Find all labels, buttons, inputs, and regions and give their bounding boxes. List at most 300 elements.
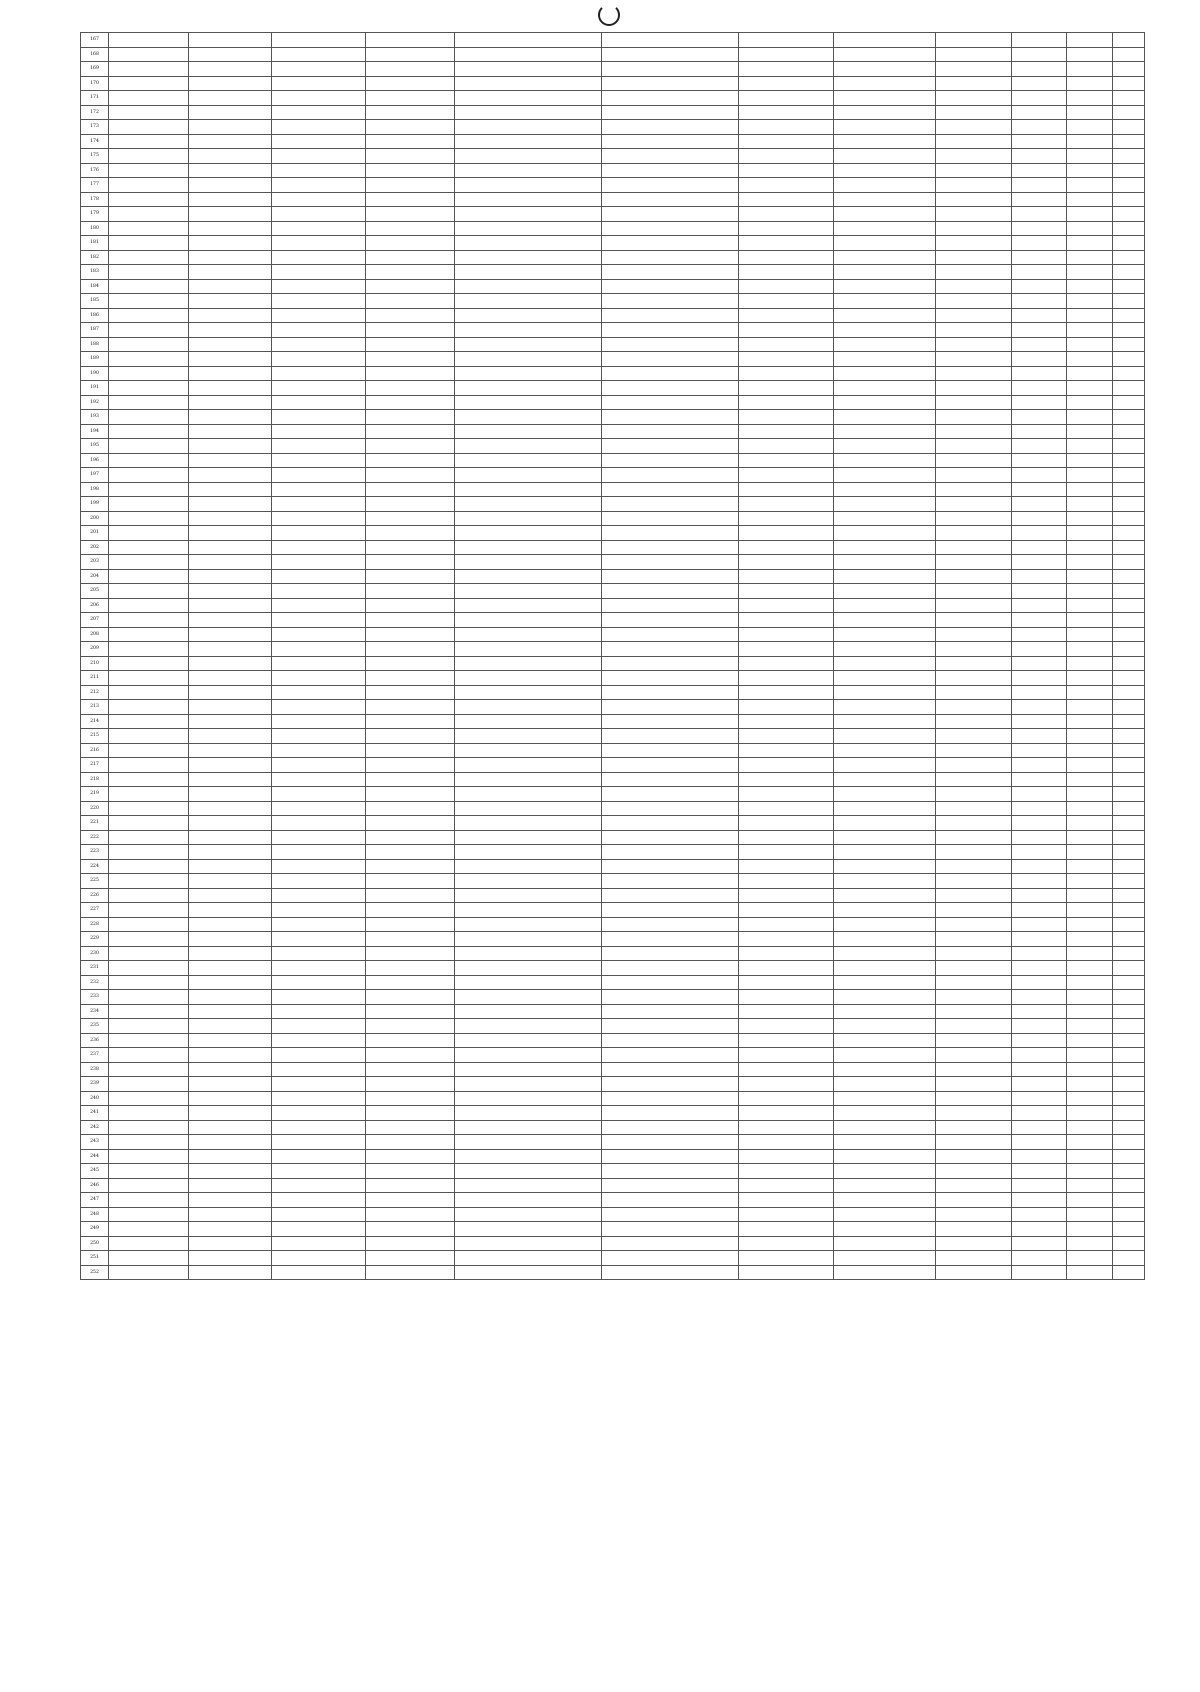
cell-municipality — [109, 221, 189, 236]
cell-work-type — [366, 729, 455, 744]
cell-work-type — [366, 714, 455, 729]
cell-number: 218 — [81, 772, 109, 787]
cell-partnership — [272, 830, 366, 845]
cell-partnership — [272, 221, 366, 236]
cell-operator — [455, 772, 602, 787]
cell-settlement — [189, 468, 272, 483]
cell-operator — [455, 105, 602, 120]
cell-count-b — [1012, 62, 1067, 77]
cell-settlement — [189, 482, 272, 497]
table-row — [81, 62, 1145, 77]
cell-operator — [455, 1222, 602, 1237]
table-row — [81, 685, 1145, 700]
cell-municipality — [109, 569, 189, 584]
cell-cadastral-number — [602, 743, 739, 758]
cell-month — [1067, 76, 1113, 91]
cell-count-b — [1012, 134, 1067, 149]
cell-number: 219 — [81, 787, 109, 802]
cell-count-a — [936, 874, 1012, 889]
cell-municipality — [109, 149, 189, 164]
cell-month — [1067, 62, 1113, 77]
table-row — [81, 178, 1145, 193]
cell-settlement — [189, 424, 272, 439]
cell-cadastral-number — [602, 874, 739, 889]
cell-year — [1113, 772, 1145, 787]
cell-operator — [455, 294, 602, 309]
cell-cadastral-number — [602, 323, 739, 338]
cell-number: 205 — [81, 584, 109, 599]
cell-count-a — [936, 47, 1012, 62]
cell-count-b — [1012, 874, 1067, 889]
cell-number: 211 — [81, 671, 109, 686]
cell-address-extra — [834, 453, 936, 468]
cell-settlement — [189, 1265, 272, 1280]
cell-address-extra — [834, 917, 936, 932]
cell-municipality — [109, 294, 189, 309]
cell-address — [739, 1062, 834, 1077]
cell-month — [1067, 468, 1113, 483]
cell-partnership — [272, 33, 366, 48]
cell-month — [1067, 439, 1113, 454]
cell-address-extra — [834, 236, 936, 251]
cell-municipality — [109, 990, 189, 1005]
cell-operator — [455, 120, 602, 135]
cell-year — [1113, 555, 1145, 570]
cell-address — [739, 134, 834, 149]
cell-cadastral-number — [602, 569, 739, 584]
cell-cadastral-number — [602, 932, 739, 947]
table-row — [81, 308, 1145, 323]
cell-settlement — [189, 120, 272, 135]
cell-month — [1067, 700, 1113, 715]
cell-count-b — [1012, 468, 1067, 483]
cell-address — [739, 1222, 834, 1237]
cell-count-a — [936, 961, 1012, 976]
cell-number: 185 — [81, 294, 109, 309]
cell-work-type — [366, 1033, 455, 1048]
cell-address-extra — [834, 250, 936, 265]
cell-settlement — [189, 1251, 272, 1266]
table-row — [81, 279, 1145, 294]
cell-settlement — [189, 627, 272, 642]
cell-work-type — [366, 888, 455, 903]
cell-municipality — [109, 105, 189, 120]
cell-year — [1113, 33, 1145, 48]
cell-cadastral-number — [602, 62, 739, 77]
cell-month — [1067, 410, 1113, 425]
cell-address — [739, 526, 834, 541]
cell-address — [739, 975, 834, 990]
cell-address-extra — [834, 729, 936, 744]
cell-number: 206 — [81, 598, 109, 613]
cell-cadastral-number — [602, 279, 739, 294]
cell-number: 230 — [81, 946, 109, 961]
cell-address-extra — [834, 207, 936, 222]
cell-operator — [455, 149, 602, 164]
table-row — [81, 830, 1145, 845]
cell-count-a — [936, 323, 1012, 338]
cell-address — [739, 584, 834, 599]
cell-work-type — [366, 76, 455, 91]
cell-operator — [455, 250, 602, 265]
cell-number: 235 — [81, 1019, 109, 1034]
cell-partnership — [272, 1265, 366, 1280]
table-row — [81, 613, 1145, 628]
cell-count-a — [936, 192, 1012, 207]
cell-settlement — [189, 656, 272, 671]
cell-month — [1067, 656, 1113, 671]
cell-address-extra — [834, 1251, 936, 1266]
cell-municipality — [109, 207, 189, 222]
cell-cadastral-number — [602, 990, 739, 1005]
cell-cadastral-number — [602, 265, 739, 280]
cell-operator — [455, 134, 602, 149]
cell-work-type — [366, 671, 455, 686]
cell-address — [739, 830, 834, 845]
cell-municipality — [109, 1062, 189, 1077]
cell-settlement — [189, 265, 272, 280]
cell-cadastral-number — [602, 91, 739, 106]
cell-address-extra — [834, 337, 936, 352]
cell-number: 193 — [81, 410, 109, 425]
cell-settlement — [189, 1236, 272, 1251]
cell-partnership — [272, 163, 366, 178]
cell-municipality — [109, 888, 189, 903]
cell-address-extra — [834, 859, 936, 874]
cell-number: 217 — [81, 758, 109, 773]
cell-count-a — [936, 1004, 1012, 1019]
cell-cadastral-number — [602, 33, 739, 48]
cell-settlement — [189, 772, 272, 787]
cell-cadastral-number — [602, 700, 739, 715]
cell-work-type — [366, 1135, 455, 1150]
cell-operator — [455, 1207, 602, 1222]
cell-address-extra — [834, 845, 936, 860]
cell-operator — [455, 1149, 602, 1164]
cell-cadastral-number — [602, 366, 739, 381]
cell-settlement — [189, 1164, 272, 1179]
cell-operator — [455, 830, 602, 845]
table-row — [81, 772, 1145, 787]
cell-month — [1067, 932, 1113, 947]
cell-cadastral-number — [602, 511, 739, 526]
cell-address-extra — [834, 105, 936, 120]
cell-address — [739, 468, 834, 483]
cell-municipality — [109, 1265, 189, 1280]
cell-address — [739, 1207, 834, 1222]
cell-municipality — [109, 33, 189, 48]
cell-operator — [455, 990, 602, 1005]
cell-number: 228 — [81, 917, 109, 932]
cell-number: 181 — [81, 236, 109, 251]
cell-cadastral-number — [602, 468, 739, 483]
cell-operator — [455, 642, 602, 657]
cell-month — [1067, 207, 1113, 222]
cell-operator — [455, 743, 602, 758]
cell-address-extra — [834, 656, 936, 671]
cell-count-b — [1012, 236, 1067, 251]
cell-count-a — [936, 671, 1012, 686]
cell-address-extra — [834, 265, 936, 280]
cell-count-a — [936, 990, 1012, 1005]
cell-month — [1067, 1207, 1113, 1222]
cell-cadastral-number — [602, 1077, 739, 1092]
cell-year — [1113, 410, 1145, 425]
cell-cadastral-number — [602, 163, 739, 178]
cell-year — [1113, 1135, 1145, 1150]
cell-year — [1113, 1236, 1145, 1251]
cell-year — [1113, 439, 1145, 454]
cell-count-b — [1012, 424, 1067, 439]
cell-count-b — [1012, 149, 1067, 164]
cell-year — [1113, 569, 1145, 584]
cell-address — [739, 91, 834, 106]
table-row — [81, 250, 1145, 265]
cell-settlement — [189, 787, 272, 802]
cell-address — [739, 1091, 834, 1106]
cell-work-type — [366, 1222, 455, 1237]
cell-count-b — [1012, 352, 1067, 367]
table-row — [81, 743, 1145, 758]
cell-operator — [455, 424, 602, 439]
table-row — [81, 961, 1145, 976]
cell-count-b — [1012, 845, 1067, 860]
table-row — [81, 656, 1145, 671]
cell-work-type — [366, 816, 455, 831]
cell-address — [739, 700, 834, 715]
cell-work-type — [366, 1164, 455, 1179]
cell-number: 250 — [81, 1236, 109, 1251]
cell-count-a — [936, 424, 1012, 439]
cell-count-b — [1012, 207, 1067, 222]
cell-count-b — [1012, 294, 1067, 309]
cell-municipality — [109, 134, 189, 149]
cell-address-extra — [834, 946, 936, 961]
cell-address — [739, 1149, 834, 1164]
cell-operator — [455, 47, 602, 62]
cell-cadastral-number — [602, 859, 739, 874]
cell-operator — [455, 1236, 602, 1251]
cell-year — [1113, 1222, 1145, 1237]
cell-partnership — [272, 555, 366, 570]
cell-municipality — [109, 308, 189, 323]
cell-municipality — [109, 975, 189, 990]
cell-count-b — [1012, 642, 1067, 657]
cell-address — [739, 627, 834, 642]
cell-count-b — [1012, 830, 1067, 845]
cell-number: 214 — [81, 714, 109, 729]
cell-settlement — [189, 743, 272, 758]
cell-count-b — [1012, 1077, 1067, 1092]
table-row — [81, 1135, 1145, 1150]
cell-work-type — [366, 743, 455, 758]
cell-work-type — [366, 511, 455, 526]
cell-month — [1067, 192, 1113, 207]
cell-year — [1113, 584, 1145, 599]
cell-cadastral-number — [602, 178, 739, 193]
cell-address — [739, 1193, 834, 1208]
cell-year — [1113, 743, 1145, 758]
cell-count-a — [936, 105, 1012, 120]
cell-count-b — [1012, 801, 1067, 816]
cell-address — [739, 62, 834, 77]
table-row — [81, 859, 1145, 874]
cell-count-a — [936, 859, 1012, 874]
cell-address-extra — [834, 569, 936, 584]
gasification-table — [80, 32, 1145, 1280]
cell-partnership — [272, 453, 366, 468]
cell-work-type — [366, 845, 455, 860]
cell-number: 247 — [81, 1193, 109, 1208]
cell-count-b — [1012, 990, 1067, 1005]
cell-address-extra — [834, 134, 936, 149]
cell-operator — [455, 395, 602, 410]
cell-count-a — [936, 294, 1012, 309]
cell-year — [1113, 120, 1145, 135]
cell-cadastral-number — [602, 598, 739, 613]
cell-number: 190 — [81, 366, 109, 381]
table-row — [81, 1193, 1145, 1208]
cell-operator — [455, 1091, 602, 1106]
cell-settlement — [189, 279, 272, 294]
cell-count-a — [936, 453, 1012, 468]
cell-partnership — [272, 816, 366, 831]
cell-address — [739, 1048, 834, 1063]
cell-operator — [455, 265, 602, 280]
cell-month — [1067, 787, 1113, 802]
cell-operator — [455, 1019, 602, 1034]
table-row — [81, 584, 1145, 599]
cell-address-extra — [834, 801, 936, 816]
cell-operator — [455, 975, 602, 990]
cell-cadastral-number — [602, 714, 739, 729]
cell-year — [1113, 975, 1145, 990]
cell-work-type — [366, 1004, 455, 1019]
cell-cadastral-number — [602, 424, 739, 439]
cell-work-type — [366, 917, 455, 932]
table-row — [81, 1265, 1145, 1280]
table-row — [81, 598, 1145, 613]
cell-cadastral-number — [602, 105, 739, 120]
cell-count-a — [936, 149, 1012, 164]
cell-year — [1113, 424, 1145, 439]
cell-cadastral-number — [602, 1149, 739, 1164]
cell-number: 186 — [81, 308, 109, 323]
cell-year — [1113, 352, 1145, 367]
cell-municipality — [109, 352, 189, 367]
cell-year — [1113, 540, 1145, 555]
cell-municipality — [109, 845, 189, 860]
table-row — [81, 1004, 1145, 1019]
cell-work-type — [366, 323, 455, 338]
cell-partnership — [272, 308, 366, 323]
cell-year — [1113, 1265, 1145, 1280]
cell-settlement — [189, 163, 272, 178]
cell-address-extra — [834, 1048, 936, 1063]
cell-year — [1113, 671, 1145, 686]
table-row — [81, 845, 1145, 860]
table-row — [81, 105, 1145, 120]
cell-work-type — [366, 265, 455, 280]
cell-address-extra — [834, 613, 936, 628]
cell-municipality — [109, 439, 189, 454]
cell-municipality — [109, 1077, 189, 1092]
cell-month — [1067, 830, 1113, 845]
cell-municipality — [109, 816, 189, 831]
cell-partnership — [272, 1077, 366, 1092]
cell-number: 216 — [81, 743, 109, 758]
cell-count-a — [936, 1222, 1012, 1237]
cell-operator — [455, 236, 602, 251]
cell-municipality — [109, 961, 189, 976]
cell-address-extra — [834, 366, 936, 381]
cell-cadastral-number — [602, 1164, 739, 1179]
cell-count-a — [936, 1077, 1012, 1092]
cell-settlement — [189, 250, 272, 265]
cell-number: 177 — [81, 178, 109, 193]
cell-year — [1113, 961, 1145, 976]
cell-number: 197 — [81, 468, 109, 483]
cell-number: 200 — [81, 511, 109, 526]
cell-operator — [455, 497, 602, 512]
cell-month — [1067, 279, 1113, 294]
cell-settlement — [189, 526, 272, 541]
cell-count-b — [1012, 497, 1067, 512]
cell-operator — [455, 453, 602, 468]
cell-count-b — [1012, 917, 1067, 932]
cell-work-type — [366, 700, 455, 715]
cell-month — [1067, 337, 1113, 352]
cell-settlement — [189, 845, 272, 860]
cell-month — [1067, 917, 1113, 932]
cell-address-extra — [834, 758, 936, 773]
cell-address-extra — [834, 395, 936, 410]
cell-settlement — [189, 671, 272, 686]
cell-count-a — [936, 526, 1012, 541]
cell-count-a — [936, 787, 1012, 802]
cell-number: 196 — [81, 453, 109, 468]
cell-partnership — [272, 337, 366, 352]
cell-operator — [455, 569, 602, 584]
cell-address — [739, 1106, 834, 1121]
cell-address-extra — [834, 1236, 936, 1251]
cell-count-a — [936, 308, 1012, 323]
cell-cadastral-number — [602, 497, 739, 512]
cell-count-b — [1012, 526, 1067, 541]
cell-settlement — [189, 990, 272, 1005]
cell-address-extra — [834, 308, 936, 323]
cell-cadastral-number — [602, 801, 739, 816]
table-row — [81, 76, 1145, 91]
cell-count-a — [936, 1251, 1012, 1266]
cell-municipality — [109, 627, 189, 642]
cell-settlement — [189, 714, 272, 729]
cell-work-type — [366, 656, 455, 671]
cell-partnership — [272, 569, 366, 584]
cell-address-extra — [834, 584, 936, 599]
cell-municipality — [109, 395, 189, 410]
cell-partnership — [272, 1106, 366, 1121]
cell-operator — [455, 221, 602, 236]
cell-operator — [455, 1106, 602, 1121]
cell-municipality — [109, 91, 189, 106]
cell-count-b — [1012, 946, 1067, 961]
cell-work-type — [366, 1019, 455, 1034]
cell-cadastral-number — [602, 1193, 739, 1208]
cell-number: 220 — [81, 801, 109, 816]
cell-count-b — [1012, 975, 1067, 990]
cell-year — [1113, 381, 1145, 396]
